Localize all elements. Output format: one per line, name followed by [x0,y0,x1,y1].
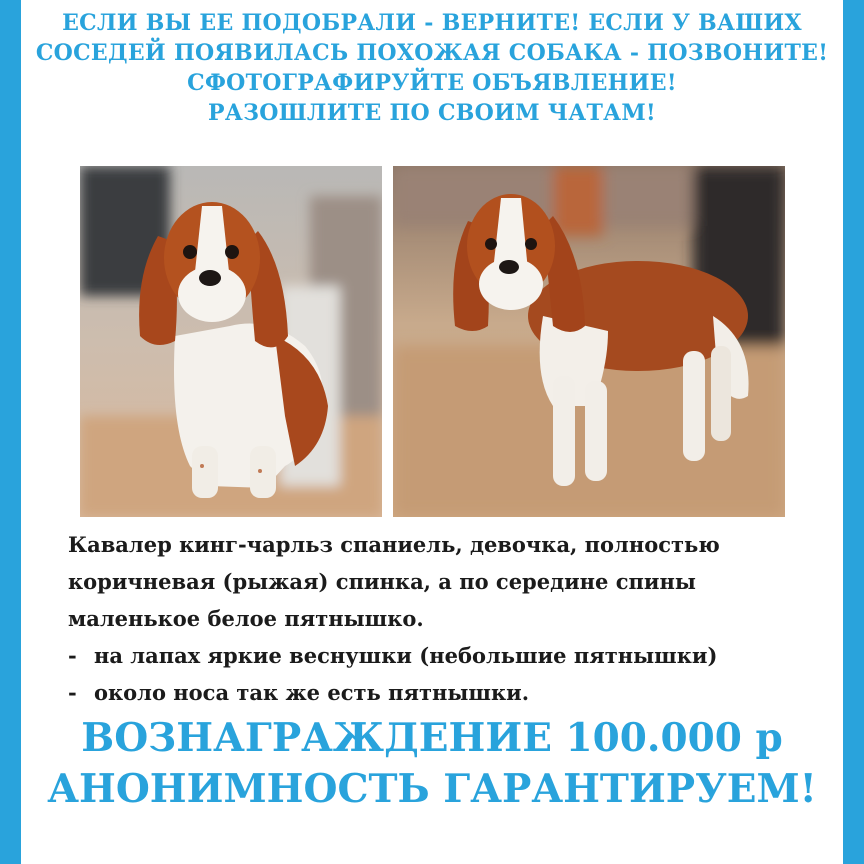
headline-line: РАЗОШЛИТЕ ПО СВОИМ ЧАТАМ! [208,100,656,126]
headline-line: СОСЕДЕЙ ПОЯВИЛАСЬ ПОХОЖАЯ СОБАКА - ПОЗВОНИТЕ! [35,40,829,66]
description-line: коричневая (рыжая) спинка, а по середине спины [68,569,696,594]
appeal-headline [21,8,843,128]
reward-block [21,713,843,815]
bullet-text: около носа так же есть пятнышки. [94,680,530,705]
dog-photo-standing [393,166,785,517]
reward-amount: ВОЗНАГРАЖДЕНИЕ 100.000 р [81,715,783,761]
description-bullet [68,637,808,674]
bullet-dash: - [68,643,77,668]
description-line: маленькое белое пятнышко. [68,606,424,631]
bullet-dash: - [68,680,77,705]
bullet-text: на лапах яркие веснушки (небольшие пятнышки) [94,643,718,668]
dog-photo-sitting [80,166,382,517]
right-blue-border [843,0,864,864]
left-blue-border [0,0,21,864]
dog-description [68,526,808,711]
description-bullet [68,674,808,711]
headline-line: ЕСЛИ ВЫ ЕЕ ПОДОБРАЛИ - ВЕРНИТЕ! ЕСЛИ У ВАШИХ [62,10,802,36]
description-line: Кавалер кинг-чарльз спаниель, девочка, полностью [68,532,720,557]
anonymity-guarantee: АНОНИМНОСТЬ ГАРАНТИРУЕМ! [47,766,817,812]
headline-line: СФОТОГРАФИРУЙТЕ ОБЪЯВЛЕНИЕ! [187,70,677,96]
